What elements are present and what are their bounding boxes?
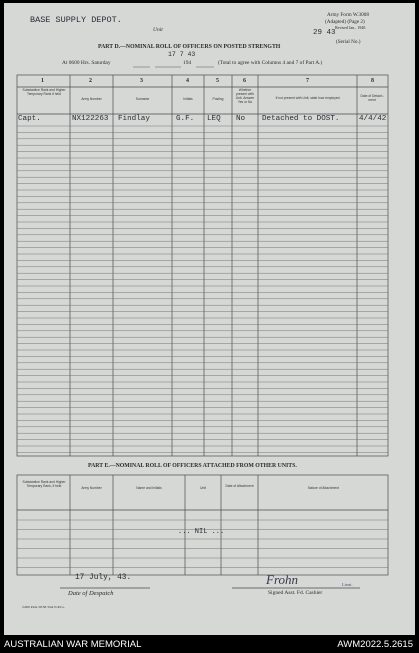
col-header-rank: Substantive Rank and Higher Temporary Rank if held	[22, 88, 66, 96]
serial-label: (Serial No.)	[336, 39, 361, 45]
col-number-7: 7	[306, 78, 309, 84]
cell-employed: Detached to DOST.	[262, 115, 340, 123]
cell-army-number: NX122263	[72, 115, 109, 123]
e-header-date: Date of Attachment	[225, 484, 254, 488]
e-header-name: Name and Initials	[136, 486, 162, 490]
unit-label: Unit	[153, 27, 163, 33]
col-number-5: 5	[216, 78, 219, 84]
col-header-army-number: Army Number	[81, 97, 102, 101]
hours-line: At 0600 Hrs. Saturday	[62, 60, 111, 66]
despatch-label: Date of Despatch	[68, 590, 114, 597]
col-header-employed: If not present with Unit, state how employed.	[275, 96, 341, 100]
col-number-4: 4	[186, 78, 189, 84]
roll-date-stamp: 17 7 43	[168, 51, 196, 58]
part-d-note: (Total to agree with Columns 4 and 7 of Part A.)	[218, 60, 323, 66]
col-number-3: 3	[140, 78, 143, 84]
despatch-date: 17 July, 43.	[75, 574, 132, 582]
archive-footer	[0, 636, 419, 653]
unit-name: BASE SUPPLY DEPOT.	[30, 15, 122, 25]
signature: Frohn	[266, 572, 299, 587]
col-header-initials: Initials	[183, 97, 193, 101]
e-header-unit: Unit	[200, 486, 206, 490]
e-header-nature: Nature of Attachment	[308, 486, 339, 490]
cell-rank: Capt.	[18, 115, 41, 123]
serial-number: 29 43	[313, 29, 336, 37]
col-number-1: 1	[41, 78, 44, 84]
cell-present: No	[236, 115, 246, 123]
footer-accession: AWM2022.5.2615	[337, 639, 413, 650]
form-adapted: (Adapted) (Page 2)	[325, 19, 365, 25]
signed-label: Signed Asst. Fd. Cashier	[268, 590, 323, 596]
col-header-present: Whether present with Unit. Answer Yes or No	[235, 88, 255, 104]
col-header-posting: Posting	[212, 97, 224, 101]
footer-institution: AUSTRALIAN WAR MEMORIAL	[4, 639, 142, 650]
col-number-2: 2	[89, 78, 92, 84]
part-d-title: PART D.—NOMINAL ROLL OF OFFICERS ON POSTED STRENGTH	[98, 44, 281, 50]
col-number-8: 8	[371, 78, 374, 84]
cell-initials: G.F.	[176, 115, 195, 123]
form-revised: Revised Jan., 1940.	[335, 25, 367, 30]
part-e-title: PART E.—NOMINAL ROLL OF OFFICERS ATTACHED FROM OTHER UNITS.	[88, 463, 297, 469]
cell-posting: LEQ	[207, 115, 221, 123]
col-number-6: 6	[243, 78, 246, 84]
e-header-rank: Substantive Rank and Higher Temporary Rank, if held	[22, 480, 66, 488]
print-note: 2,000 Pads 50/38 3/44 N.P.Co.	[22, 605, 65, 609]
col-header-surname: Surname	[135, 97, 150, 101]
cell-surname: Findlay	[118, 115, 150, 123]
col-header-detachment: Date of Detach-ment	[360, 94, 384, 102]
cell-detachment-date: 4/4/42	[359, 115, 387, 123]
form-number: Army Form W.3008	[327, 12, 369, 18]
signature-rank: Lieut.	[342, 582, 353, 587]
year-text: 194	[183, 60, 192, 66]
nil-entry: ... NIL ...	[178, 528, 225, 536]
e-header-army-number: Army Number	[81, 486, 102, 490]
